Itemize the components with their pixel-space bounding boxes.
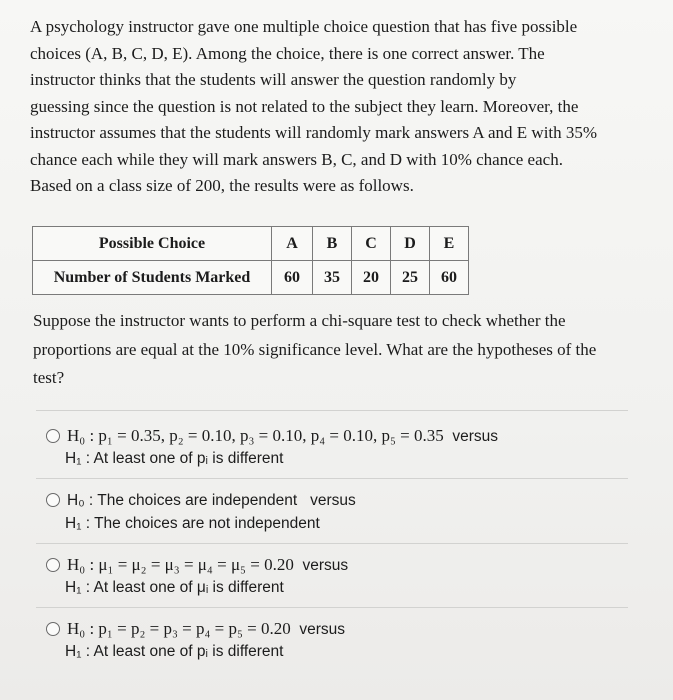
option-h0: H₀ : μ₁ = μ₂ = μ₃ = μ₄ = μ₅ = 0.20 <box>67 555 294 574</box>
versus-label: versus <box>310 492 356 509</box>
option-h1: H₁ : At least one of pᵢ is different <box>65 643 284 660</box>
versus-label: versus <box>302 557 349 574</box>
radio-button[interactable] <box>46 622 60 636</box>
count-cell: 60 <box>430 261 469 295</box>
divider <box>36 543 628 544</box>
versus-label: versus <box>299 621 346 638</box>
answer-option-1[interactable] <box>46 424 636 470</box>
problem-line: instructor thinks that the students will answer the question randomly by <box>30 70 517 89</box>
option-h0: H₀ : p₁ = 0.35, p₂ = 0.10, p₃ = 0.10, p₄ = 0.10, p₅ = 0.35 <box>67 426 444 445</box>
choice-header: C <box>352 227 391 261</box>
option-h1: H₁ : The choices are not independent <box>65 515 320 532</box>
problem-line: choices (A, B, C, D, E). Among the choice, there is one correct answer. The <box>30 43 545 63</box>
table-row <box>33 261 469 295</box>
divider <box>36 478 628 479</box>
problem-line: A psychology instructor gave one multiple choice question that has five possible <box>30 17 578 36</box>
radio-button[interactable] <box>46 429 60 443</box>
choice-header: A <box>272 227 313 261</box>
problem-statement <box>30 14 640 200</box>
row-label: Number of Students Marked <box>33 261 272 295</box>
choice-header: E <box>430 227 469 261</box>
count-cell: 20 <box>352 261 391 295</box>
header-label: Possible Choice <box>33 227 272 261</box>
option-h0: H₀ : p₁ = p₂ = p₃ = p₄ = p₅ = 0.20 <box>67 619 291 638</box>
results-table <box>32 226 469 295</box>
answer-option-3[interactable] <box>46 553 636 599</box>
problem-line: chance each while they will mark answers B, C, and D with 10% chance each. <box>30 149 563 169</box>
count-cell: 35 <box>313 261 352 295</box>
answer-option-4[interactable] <box>46 617 636 663</box>
divider <box>36 607 628 608</box>
radio-button[interactable] <box>46 493 60 507</box>
divider <box>36 410 628 411</box>
question-text <box>33 307 633 393</box>
problem-line: instructor assumes that the students will randomly mark answers A and E with 35% <box>30 123 598 142</box>
option-h1: H₁ : At least one of μᵢ is different <box>65 579 284 596</box>
choice-header: D <box>391 227 430 261</box>
problem-line: Based on a class size of 200, the results were as follows. <box>30 176 414 195</box>
versus-label: versus <box>452 428 499 445</box>
question-line: Suppose the instructor wants to perform a chi-square test to check whether the <box>33 311 566 330</box>
count-cell: 60 <box>272 261 313 295</box>
option-h0: H₀ : The choices are independent <box>67 492 298 509</box>
table-header-row <box>33 227 469 261</box>
choice-header: B <box>313 227 352 261</box>
question-line: test? <box>33 368 65 387</box>
problem-line: guessing since the question is not related to the subject they learn. Moreover, the <box>30 96 579 116</box>
answer-option-2[interactable] <box>46 489 636 535</box>
question-line: proportions are equal at the 10% significance level. What are the hypotheses of the <box>33 339 597 359</box>
option-h1: H₁ : At least one of pᵢ is different <box>65 450 284 467</box>
radio-button[interactable] <box>46 558 60 572</box>
count-cell: 25 <box>391 261 430 295</box>
